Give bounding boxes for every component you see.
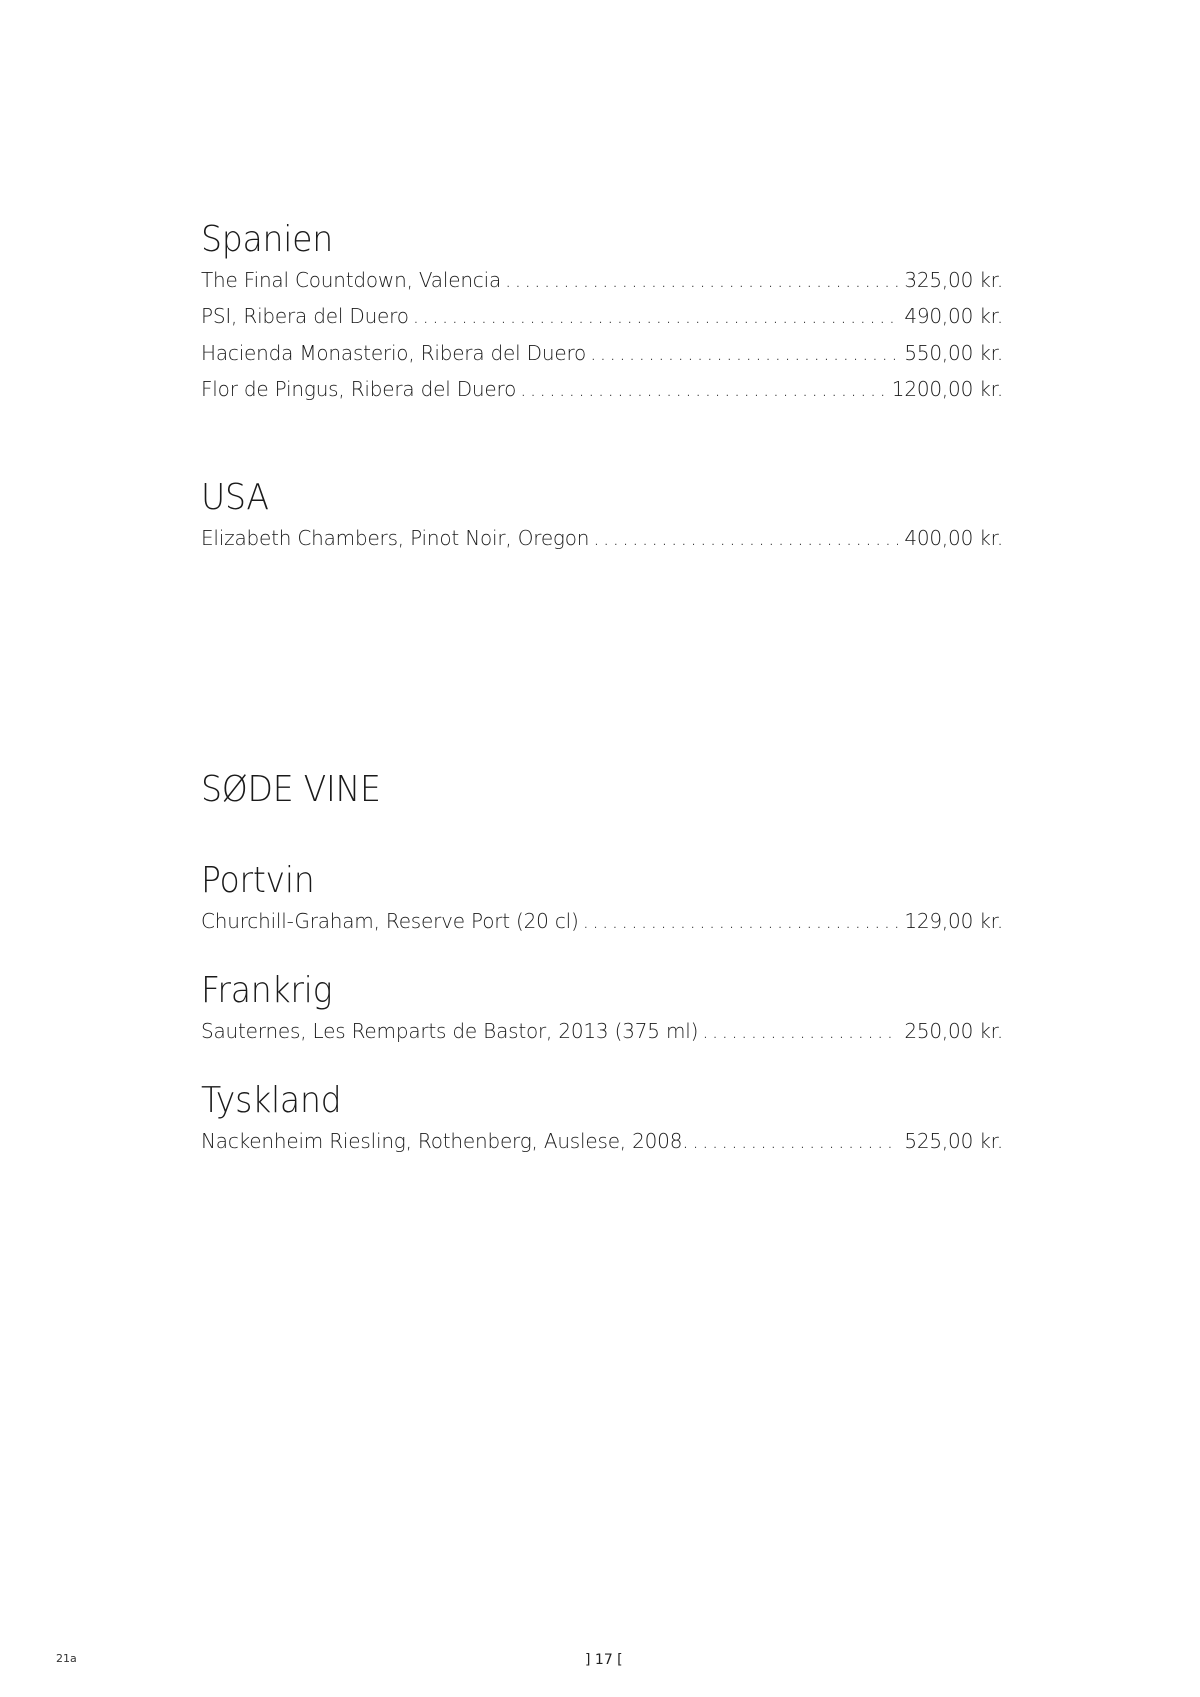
- section-title-sode-vine: SØDE VINE: [201, 769, 381, 810]
- wine-name: Elizabeth Chambers, Pinot Noir, Oregon: [201, 526, 590, 550]
- wine-price: 400,00 kr.: [904, 526, 1003, 550]
- wine-price: 1200,00 kr.: [891, 377, 1003, 401]
- wine-name: The Final Countdown, Valencia: [201, 268, 502, 292]
- section-title-usa: USA: [201, 477, 269, 518]
- wine-name: Nackenheim Riesling, Rothenberg, Auslese, 2008.: [201, 1129, 689, 1153]
- wine-item: [201, 268, 1003, 298]
- dot-leader: [505, 268, 898, 292]
- section-title-portvin: Portvin: [201, 860, 315, 901]
- section-title-tyskland: Tyskland: [201, 1080, 342, 1121]
- wine-price: 525,00 kr.: [904, 1129, 1003, 1153]
- wine-name: Sauternes, Les Remparts de Bastor, 2013 (375 ml): [201, 1019, 699, 1043]
- wine-name: Flor de Pingus, Ribera del Duero: [201, 377, 517, 401]
- wine-item: [201, 1019, 1003, 1049]
- wine-item: [201, 304, 1003, 334]
- wine-name: PSI, Ribera del Duero: [201, 304, 409, 328]
- section-title-spanien: Spanien: [201, 219, 333, 260]
- wine-name: Churchill-Graham, Reserve Port (20 cl): [201, 909, 579, 933]
- dot-leader: [413, 304, 899, 328]
- page-number: ] 17 [: [585, 1652, 623, 1668]
- wine-item: [201, 341, 1003, 371]
- dot-leader: [692, 1129, 898, 1153]
- wine-price: 250,00 kr.: [904, 1019, 1003, 1043]
- wine-name: Hacienda Monasterio, Ribera del Duero: [201, 341, 587, 365]
- dot-leader: [590, 341, 898, 365]
- dot-leader: [702, 1019, 898, 1043]
- wine-price: 490,00 kr.: [904, 304, 1003, 328]
- wine-price: 129,00 kr.: [904, 909, 1003, 933]
- dot-leader: [593, 526, 898, 550]
- footer-code: 21a: [56, 1652, 77, 1665]
- wine-item: [201, 909, 1003, 939]
- wine-item: [201, 1129, 1003, 1159]
- wine-item: [201, 526, 1003, 556]
- wine-price: 325,00 kr.: [904, 268, 1003, 292]
- wine-item: [201, 377, 1003, 407]
- wine-price: 550,00 kr.: [904, 341, 1003, 365]
- section-title-frankrig: Frankrig: [201, 970, 333, 1011]
- dot-leader: [583, 909, 899, 933]
- dot-leader: [520, 377, 886, 401]
